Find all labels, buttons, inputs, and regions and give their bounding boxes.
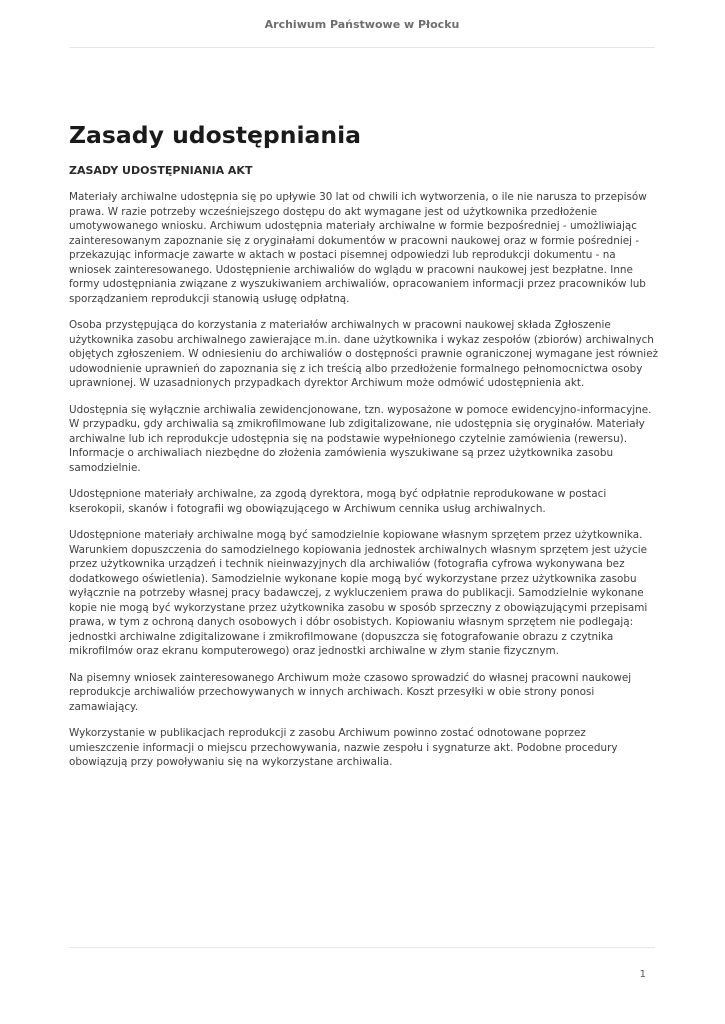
paragraph-access-period: Materiały archiwalne udostępnia się po upływie 30 lat od chwili ich wytworzenia, o ile nie narusza to przepisów prawa. W razie potrzeby wcześniejszego dostępu do akt wymagane jest od użytkownika przedłożenie umotywowanego wniosku. Archiwum udostępnia materiały archiwalne w formie bezpośredniej - umożliwiając zainteresowanym zapoznanie się z oryginałami dokumentów w pracowni naukowej oraz w formie pośredniej - przekazując informacje zawarte w aktach w postaci pisemnej odpowiedzi lub reprodukcji dokumentu - na wniosek zainteresowanego. Udostępnienie archiwaliów do wglądu w pracowni naukowej jest bezpłatne. Inne formy udostępniania związane z wyszukiwaniem archiwaliów, opracowaniem informacji przez pracowników lub sporządzaniem reprodukcji stanowią usługę odpłatną.	[69, 191, 647, 305]
page-header	[69, 0, 655, 48]
page-title: Zasady udostępniania	[69, 121, 362, 149]
page-number: 1	[639, 969, 646, 980]
paragraph-registered-materials: Udostępnia się wyłącznie archiwalia zewidencjonowane, tzn. wyposażone w pomoce ewidencyjno-informacyjne. W przypadku, gdy archiwalia są zmikrofilmowane lub zdigitalizowane, nie udostępnia się oryginałów. Materiały archiwalne lub ich reprodukcje udostępnia się na podstawie wypełnionego czytelnie zamówienia (rewersu). Informacje o archiwaliach niezbędne do złożenia zamówienia wyszukiwane są przez użytkownika zasobu samodzielnie.	[69, 403, 652, 474]
page-content	[69, 118, 659, 770]
footer-divider	[69, 947, 655, 948]
paragraph-user-registration: Osoba przystępująca do korzystania z materiałów archiwalnych w pracowni naukowej składa Zgłoszenie użytkownika zasobu archiwalnego zawierające m.in. dane użytkownika i wykaz zespołów (zbiorów) archiwalnych objętych zgłoszeniem. W odniesieniu do archiwaliów o dostępności prawnie ograniczonej wymagane jest również udowodnienie uprawnień do zapoznania się z ich treścią albo przedłożenie formalnego pełnomocnictwa osoby uprawnionej. W uzasadnionych przypadkach dyrektor Archiwum może odmówić udostępnienia akt.	[69, 319, 659, 389]
paragraph-self-copying: Udostępnione materiały archiwalne mogą być samodzielnie kopiowane własnym sprzętem przez użytkownika. Warunkiem dopuszczenia do samodzielnego kopiowania jednostek archiwalnych własnym sprzętem jest użycie przez użytkownika urządzeń i technik nieinwazyjnych dla archiwaliów (fotografia cyfrowa wykonywana bez dodatkowego oświetlenia). Samodzielnie wykonane kopie mogą być wykorzystane przez użytkownika zasobu wyłącznie na potrzeby własnej pracy badawczej, z wykluczeniem prawa do publikacji. Samodzielnie wykonane kopie nie mogą być wykorzystane przez użytkownika zasobu w sposób sprzeczny z obowiązującymi przepisami prawa, w tym z ochroną danych osobowych i dóbr osobistych. Kopiowaniu własnym sprzętem nie podlegają: jednostki archiwalne zdigitalizowane i zmikrofilmowane (dopuszcza się fotografowanie obrazu z czytnika mikrofilmów oraz ekranu komputerowego) oraz jednostki archiwalne w złym stanie fizycznym.	[69, 529, 648, 657]
header-title: Archiwum Państwowe w Płocku	[264, 18, 460, 31]
paragraph-publication-citation: Wykorzystanie w publikacjach reprodukcji z zasobu Archiwum powinno zostać odnotowane poprzez umieszczenie informacji o miejscu przechowywania, nazwie zespołu i sygnaturze akt. Podobne procedury obowiązują przy powoływaniu się na wykorzystane archiwalia.	[69, 727, 618, 768]
section-title: ZASADY UDOSTĘPNIANIA AKT	[69, 164, 253, 177]
paragraph-paid-reproduction: Udostępnione materiały archiwalne, za zgodą dyrektora, mogą być odpłatnie reprodukowane w postaci kserokopii, skanów i fotografii wg obowiązującego w Archiwum cennika usług archiwalnych.	[69, 488, 607, 515]
paragraph-inter-archive-loans: Na pisemny wniosek zainteresowanego Archiwum może czasowo sprowadzić do własnej pracowni naukowej reprodukcje archiwaliów przechowywanych w innych archiwach. Koszt przesyłki w obie strony ponosi zamawiający.	[69, 671, 632, 713]
